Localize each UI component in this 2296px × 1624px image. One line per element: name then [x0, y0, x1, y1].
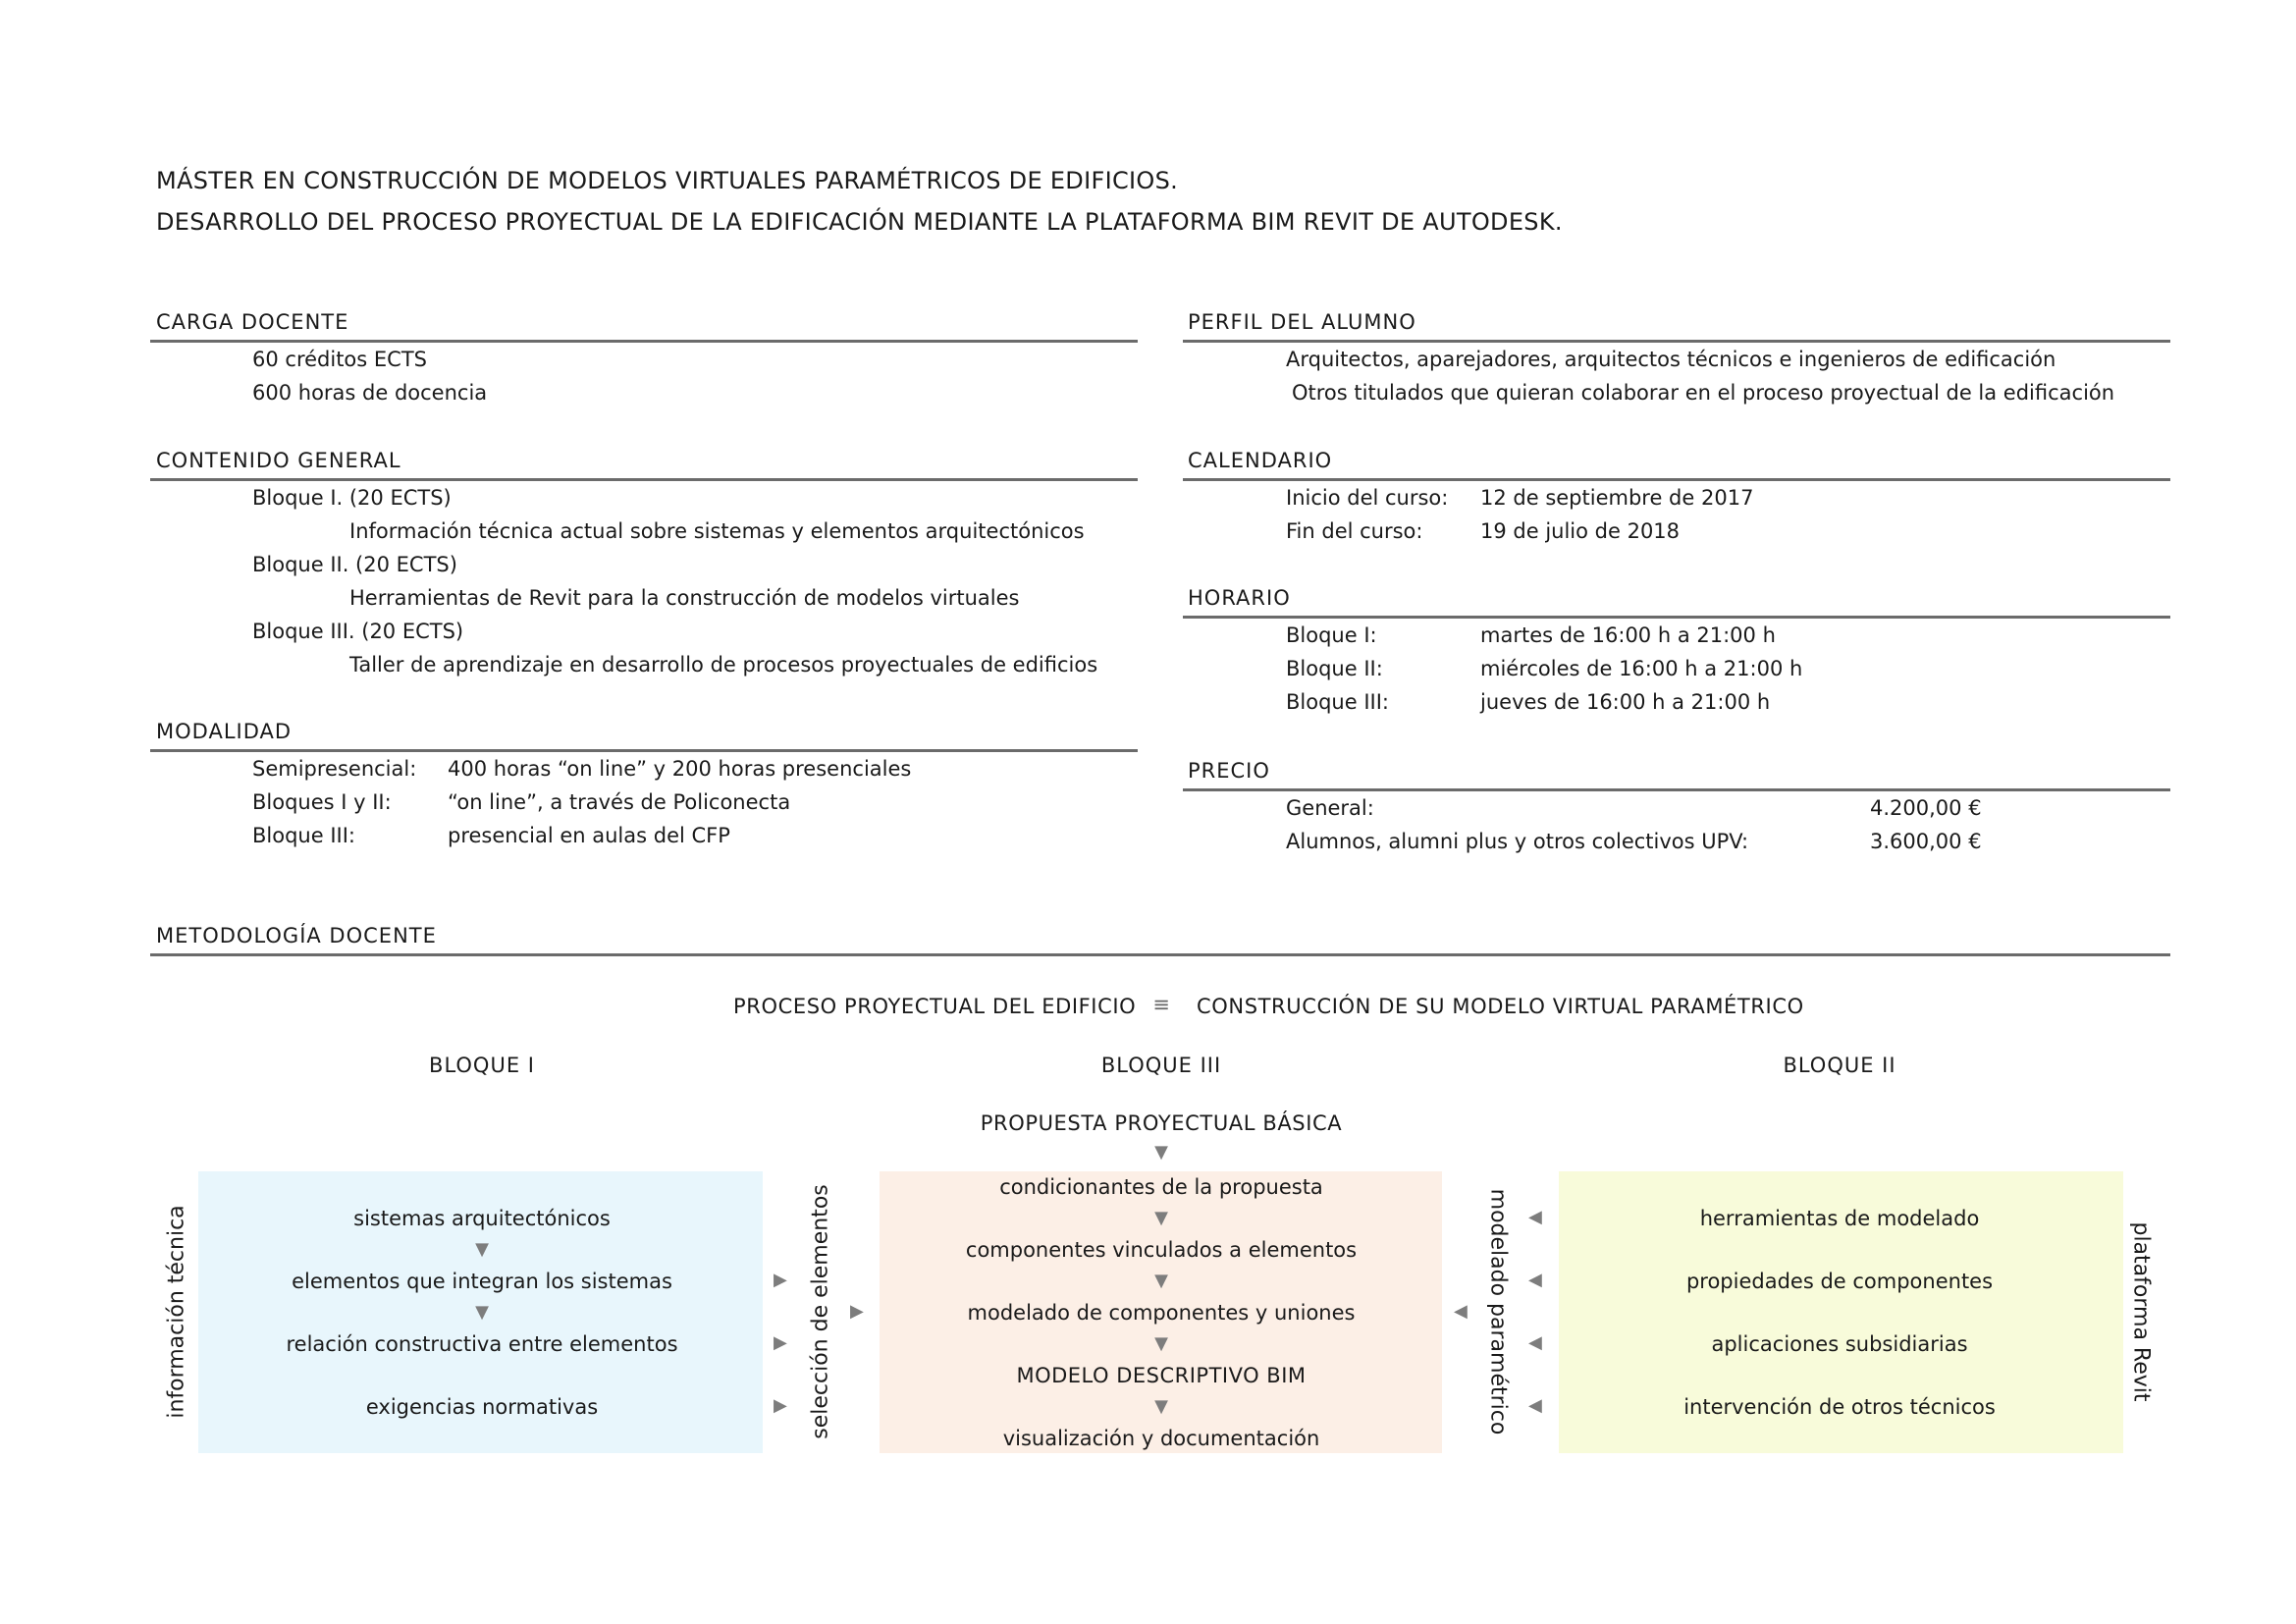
horario-value: martes de 16:00 h a 21:00 h	[1480, 623, 1776, 647]
perfil-item: Otros titulados que quieran colaborar en el proceso proyectual de la edificación	[1292, 381, 2115, 405]
title-line-1: MÁSTER EN CONSTRUCCIÓN DE MODELOS VIRTUALES PARAMÉTRICOS DE EDIFICIOS.	[156, 167, 1179, 194]
perfil-heading: PERFIL DEL ALUMNO	[1188, 310, 1416, 334]
arrow-down-icon: ▼	[475, 1239, 489, 1260]
precio-value: 4.200,00 €	[1870, 796, 1982, 820]
contenido-block-desc: Herramientas de Revit para la construcción de modelos virtuales	[349, 586, 1020, 610]
plataforma-revit-label: plataforma Revit	[2128, 1221, 2154, 1402]
arrow-left-icon: ◀	[1528, 1395, 1542, 1416]
arrow-right-icon: ▶	[774, 1270, 787, 1290]
calendario-value: 12 de septiembre de 2017	[1480, 486, 1754, 510]
right-box-item: aplicaciones subsidiarias	[1711, 1332, 1968, 1356]
left-box-item: exigencias normativas	[365, 1395, 599, 1419]
contenido-block-label: Bloque III. (20 ECTS)	[252, 620, 464, 643]
metodologia-rule	[150, 953, 2170, 956]
center-box-item: componentes vinculados a elementos	[965, 1238, 1358, 1262]
bloque-ii-title: BLOQUE II	[1783, 1054, 1896, 1077]
contenido-block-label: Bloque I. (20 ECTS)	[252, 486, 452, 510]
horario-label: Bloque III:	[1286, 690, 1389, 714]
arrow-down-icon: ▼	[1154, 1208, 1168, 1228]
arrow-down-icon: ▼	[1154, 1333, 1168, 1354]
modalidad-value: presencial en aulas del CFP	[448, 824, 730, 847]
modalidad-heading: MODALIDAD	[156, 720, 293, 743]
contenido-block-label: Bloque II. (20 ECTS)	[252, 553, 457, 576]
left-box-item: relación constructiva entre elementos	[286, 1332, 678, 1356]
perfil-rule	[1183, 340, 2170, 343]
contenido-heading: CONTENIDO GENERAL	[156, 449, 401, 472]
horario-value: jueves de 16:00 h a 21:00 h	[1480, 690, 1771, 714]
calendario-value: 19 de julio de 2018	[1480, 519, 1681, 543]
contenido-rule	[150, 478, 1138, 481]
center-box-item: visualización y documentación	[1002, 1427, 1320, 1450]
modalidad-rule	[150, 749, 1138, 752]
carga-rule	[150, 340, 1138, 343]
carga-item: 600 horas de docencia	[252, 381, 488, 405]
right-box-item: herramientas de modelado	[1699, 1207, 1980, 1230]
calendario-rule	[1183, 478, 2170, 481]
arrow-left-icon: ◀	[1454, 1301, 1468, 1322]
arrow-down-icon: ▼	[1154, 1396, 1168, 1417]
seleccion-elementos-label: selección de elementos	[808, 1184, 833, 1439]
modelado-parametrico-label: modelado paramétrico	[1485, 1188, 1511, 1435]
center-box-item: condicionantes de la propuesta	[999, 1175, 1323, 1199]
bloque-iii-title: BLOQUE III	[1100, 1054, 1222, 1077]
contenido-block-desc: Taller de aprendizaje en desarrollo de procesos proyectuales de edificios	[349, 653, 1098, 677]
horario-heading: HORARIO	[1188, 586, 1291, 610]
metodologia-heading: METODOLOGÍA DOCENTE	[156, 924, 437, 947]
left-box-item: elementos que integran los sistemas	[292, 1270, 672, 1293]
right-box-item: intervención de otros técnicos	[1683, 1395, 1996, 1419]
calendario-label: Fin del curso:	[1286, 519, 1423, 543]
horario-label: Bloque II:	[1286, 657, 1383, 680]
precio-label: General:	[1286, 796, 1374, 820]
precio-heading: PRECIO	[1188, 759, 1270, 783]
right-box-item: propiedades de componentes	[1685, 1270, 1994, 1293]
modalidad-label: Bloque III:	[252, 824, 355, 847]
horario-rule	[1183, 616, 2170, 619]
bloque-i-title: BLOQUE I	[429, 1054, 535, 1077]
arrow-right-icon: ▶	[774, 1395, 787, 1416]
arrow-left-icon: ◀	[1528, 1270, 1542, 1290]
carga-heading: CARGA DOCENTE	[156, 310, 349, 334]
left-box-item: sistemas arquitectónicos	[353, 1207, 611, 1230]
propuesta-basica: PROPUESTA PROYECTUAL BÁSICA	[980, 1111, 1343, 1135]
modalidad-label: Bloques I y II:	[252, 790, 392, 814]
center-box-item: modelado de componentes y uniones	[967, 1301, 1356, 1325]
precio-rule	[1183, 788, 2170, 791]
center-box-item: MODELO DESCRIPTIVO BIM	[1016, 1364, 1307, 1387]
modalidad-value: “on line”, a través de Policonecta	[448, 790, 791, 814]
modalidad-value: 400 horas “on line” y 200 horas presenciales	[448, 757, 912, 781]
precio-value: 3.600,00 €	[1870, 830, 1982, 853]
contenido-block-desc: Información técnica actual sobre sistemas y elementos arquitectónicos	[349, 519, 1085, 543]
horario-value: miércoles de 16:00 h a 21:00 h	[1480, 657, 1803, 680]
proceso-header-left: PROCESO PROYECTUAL DEL EDIFICIO	[733, 995, 1137, 1018]
modalidad-label: Semipresencial:	[252, 757, 417, 781]
arrow-left-icon: ◀	[1528, 1332, 1542, 1353]
arrow-down-icon: ▼	[1154, 1271, 1168, 1291]
perfil-item: Arquitectos, aparejadores, arquitectos técnicos e ingenieros de edificación	[1286, 348, 2056, 371]
informacion-tecnica-label: información técnica	[164, 1205, 189, 1419]
title-line-2: DESARROLLO DEL PROCESO PROYECTUAL DE LA EDIFICACIÓN MEDIANTE LA PLATAFORMA BIM REVIT DE AUTODESK.	[156, 208, 1563, 236]
carga-item: 60 créditos ECTS	[252, 348, 427, 371]
arrow-down-icon: ▼	[475, 1302, 489, 1323]
equivalence-symbol: ≡	[1152, 993, 1170, 1016]
arrow-right-icon: ▶	[850, 1301, 864, 1322]
horario-label: Bloque I:	[1286, 623, 1377, 647]
precio-label: Alumnos, alumni plus y otros colectivos UPV:	[1286, 830, 1749, 853]
proceso-header-right: CONSTRUCCIÓN DE SU MODELO VIRTUAL PARAMÉTRICO	[1197, 995, 1804, 1018]
arrow-right-icon: ▶	[774, 1332, 787, 1353]
calendario-heading: CALENDARIO	[1188, 449, 1333, 472]
calendario-label: Inicio del curso:	[1286, 486, 1449, 510]
arrow-left-icon: ◀	[1528, 1207, 1542, 1227]
arrow-down-icon: ▼	[1154, 1142, 1168, 1163]
